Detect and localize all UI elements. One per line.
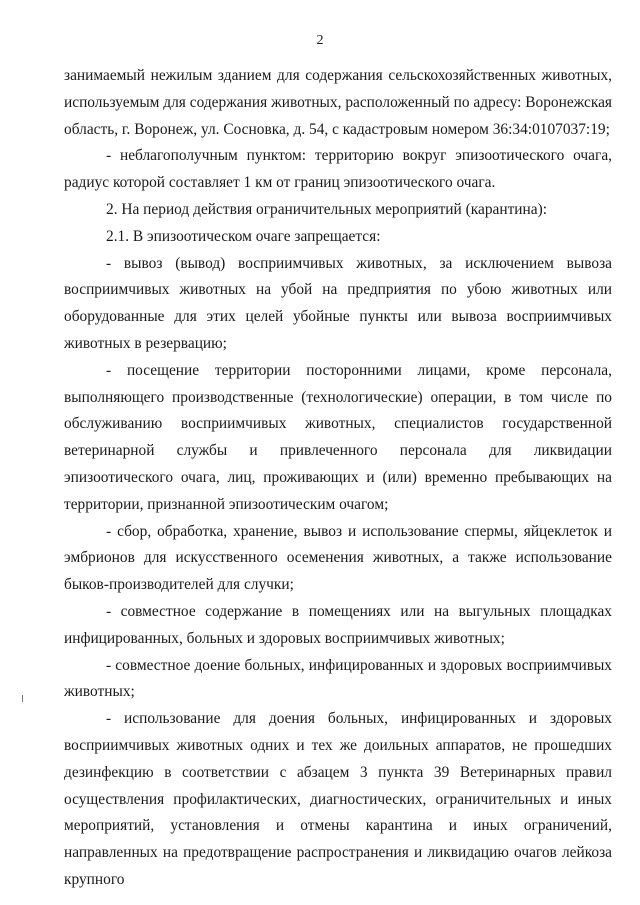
paragraph-ban-semen: - сбор, обработка, хранение, вывоз и использование спермы, яйцеклеток и эмбрионов для искусственного осеменения животных, а также использование быков-производителей для случки; bbox=[64, 522, 612, 594]
page-number: 2 bbox=[316, 33, 324, 48]
paragraph-continuation: занимаемый нежилым зданием для содержания сельскохозяйственных животных, используемым для содержания животных, расположенный по адресу: Воронежская область, г. Воронеж, ул. Сосновка, д. 54, с кадастровым номером 36:34:0107037:19; bbox=[64, 67, 612, 138]
paragraph-ban-export: - вывоз (вывод) восприимчивых животных, за исключением вывоза восприимчивых животных на убой на предприятия по убою животных или оборудованные для этих целей убойные пункты или вывоза восприимчивых животных в резервацию; bbox=[64, 254, 612, 352]
document-body bbox=[64, 63, 612, 894]
margin-mark bbox=[22, 695, 23, 702]
paragraph-unfavorable-point: - неблагополучным пунктом: территорию вокруг эпизоотического очага, радиус которой составляет 1 км от границ эпизоотического очага. bbox=[64, 147, 612, 192]
paragraph-section-2: 2. На период действия ограничительных мероприятий (карантина): bbox=[106, 200, 548, 218]
paragraph-ban-joint-keeping: - совместное содержание в помещениях или на выгульных площадках инфицированных, больных и здоровых восприимчивых животных; bbox=[64, 602, 612, 647]
paragraph-ban-milking-machines: - использование для доения больных, инфицированных и здоровых восприимчивых животных одних и тех же доильных аппаратов, не прошедших дезинфекцию в соответствии с абзацем 3 пункта 39 Ветеринарных правил осуществления профилактических, диагностических, ограничительных и иных мероприятий, установления и отмены карантина и иных ограничений, направленных на предотвращение распространения и ликвидацию очагов лейкоза крупного bbox=[64, 710, 612, 888]
paragraph-ban-visits: - посещение территории посторонними лицами, кроме персонала, выполняющего производственные (технологические) операции, в том числе по обслуживанию восприимчивых животных, специалистов государственной ветеринарной службы и привлеченного персонала для ликвидации эпизоотического очага, лиц, проживающих и (или) временно пребывающих на территории, признанной эпизоотическим очагом; bbox=[64, 361, 612, 513]
paragraph-section-2-1: 2.1. В эпизоотическом очаге запрещается: bbox=[106, 227, 381, 245]
paragraph-ban-joint-milking: - совместное доение больных, инфицированных и здоровых восприимчивых животных; bbox=[64, 656, 612, 701]
